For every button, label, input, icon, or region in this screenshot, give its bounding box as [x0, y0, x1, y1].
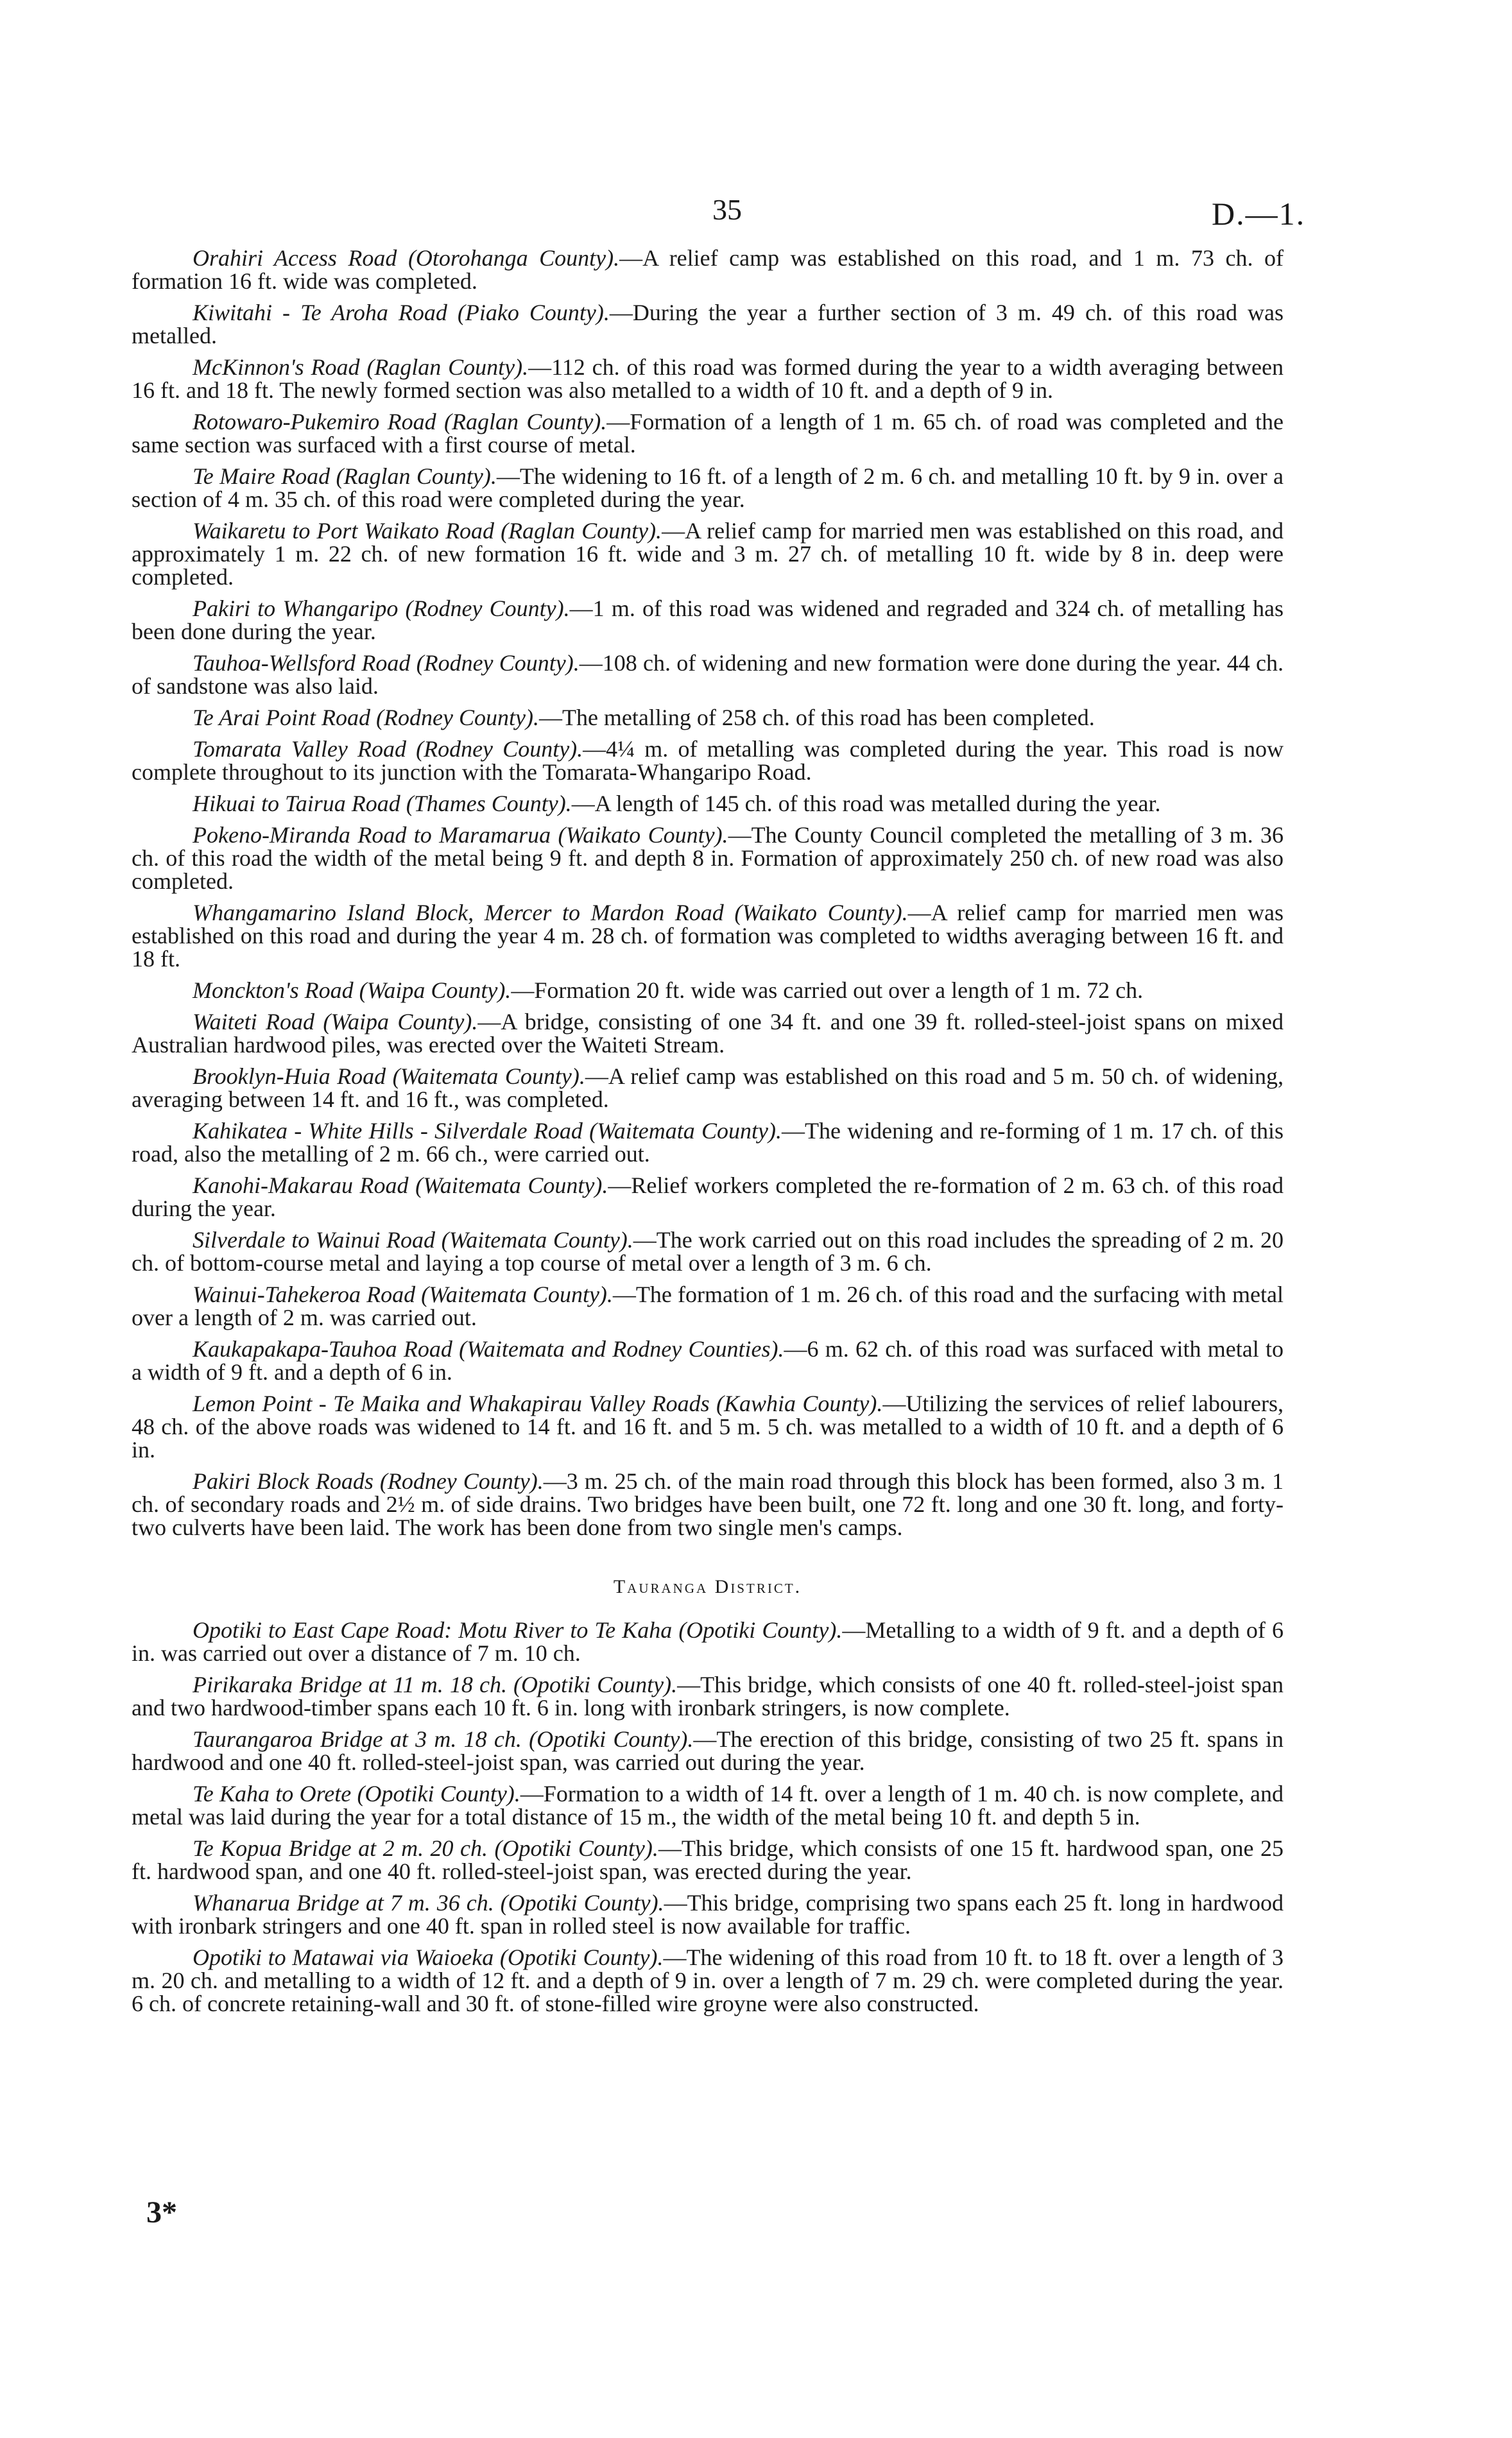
paragraph: [132, 979, 1284, 1002]
road-title: Waiteti Road (Waipa County).: [193, 1009, 478, 1034]
paragraph: [132, 1065, 1284, 1111]
page-header: [0, 193, 1512, 244]
paragraph-text: —1 m. of this road was widened and regraded and 324 ch. of metalling has been done during the year.: [132, 596, 1284, 644]
paragraph: [132, 246, 1284, 293]
road-title: Kahikatea - White Hills - Silverdale Road (Waitemata County).: [193, 1118, 782, 1144]
paragraph-text: —Formation 20 ft. wide was carried out over a length of 1 m. 72 ch.: [511, 977, 1144, 1003]
paragraph: [132, 1782, 1284, 1828]
road-title: Opotiki to East Cape Road: Motu River to Te Kaha (Opotiki County).: [193, 1617, 843, 1643]
road-title: Brooklyn-Huia Road (Waitemata County).: [193, 1063, 585, 1089]
paragraph-text: —Utilizing the services of relief labourers, 48 ch. of the above roads was widened to 14 ft. and 16 ft. and 5 m. 5 ch. was metalled to a width of 10 ft. and a depth of 6 in.: [132, 1391, 1284, 1463]
paragraph-text: —The widening to 16 ft. of a length of 2 m. 6 ch. and metalling 10 ft. by 9 in. over a section of 4 m. 35 ch. of this road were completed during the year.: [132, 463, 1284, 512]
paragraph: [132, 1946, 1284, 2015]
paragraph-text: —The widening of this road from 10 ft. to 18 ft. over a length of 3 m. 20 ch. and metalling to a width of 12 ft. and a depth of 9 in. over a length of 7 m. 29 ch. were completed during the year. 6 ch. of concrete retaining-wall and 30 ft. of stone-filled wire groyne were also constructed.: [132, 1944, 1284, 2016]
paragraph: [132, 1891, 1284, 1937]
paragraph-text: —This bridge, which consists of one 40 ft. rolled-steel-joist span and two hardwood-timber spans each 10 ft. 6 in. long with ironbark stringers, is now complete.: [132, 1672, 1284, 1721]
paragraph: [132, 651, 1284, 698]
paragraph-text: —This bridge, which consists of one 15 ft. hardwood span, one 25 ft. hardwood span, and one 40 ft. rolled-steel-joist span, was erected during the year.: [132, 1835, 1284, 1884]
paragraph-text: —A bridge, consisting of one 34 ft. and one 39 ft. rolled-steel-joist spans on mixed Australian hardwood piles, was erected over the Waiteti Stream.: [132, 1009, 1284, 1058]
road-title: Opotiki to Matawai via Waioeka (Opotiki County).: [193, 1944, 664, 1970]
road-title: Te Maire Road (Raglan County).: [193, 463, 497, 489]
paragraph: [132, 1837, 1284, 1883]
paragraph-text: —During the year a further section of 3 m. 49 ch. of this road was metalled.: [132, 300, 1284, 348]
section-heading: Tauranga District.: [613, 1576, 802, 1597]
page-number: 35: [712, 193, 742, 226]
road-title: Waikaretu to Port Waikato Road (Raglan County).: [193, 518, 662, 544]
page-body: [132, 246, 1284, 2023]
paragraph: [132, 356, 1284, 402]
paragraph-text: —Formation to a width of 14 ft. over a length of 1 m. 40 ch. is now complete, and metal was laid during the year for a total distance of 15 m., the width of the metal being 10 ft. and depth 5 in.: [132, 1781, 1284, 1830]
paragraph-text: —The metalling of 258 ch. of this road has been completed.: [538, 705, 1095, 730]
paragraph: [132, 410, 1284, 456]
paragraph-text: —The formation of 1 m. 26 ch. of this road and the surfacing with metal over a length of 2 m. was carried out.: [132, 1282, 1284, 1330]
paragraph: [132, 301, 1284, 347]
paragraph-text: —Relief workers completed the re-formation of 2 m. 63 ch. of this road during the year.: [132, 1172, 1284, 1221]
paragraph: [132, 1392, 1284, 1461]
road-title: Tomarata Valley Road (Rodney County).: [193, 736, 583, 762]
paragraph: [132, 1010, 1284, 1056]
paragraph: [132, 792, 1284, 815]
section: [132, 1576, 1284, 2015]
road-title: Te Kaha to Orete (Opotiki County).: [193, 1781, 520, 1807]
section: [132, 246, 1284, 1539]
paragraph-text: —The work carried out on this road includes the spreading of 2 m. 20 ch. of bottom-course metal and laying a top course of metal over a length of 3 m. 6 ch.: [132, 1227, 1284, 1276]
road-title: Kanohi-Makarau Road (Waitemata County).: [193, 1172, 608, 1198]
paragraph-text: —3 m. 25 ch. of the main road through this block has been formed, also 3 m. 1 ch. of secondary roads and 2½ m. of side drains. Two bridges have been built, one 72 ft. long and one 30 ft. long, and forty-two culverts have been laid. The work has been done from two single men's camps.: [132, 1468, 1284, 1540]
paragraph: [132, 597, 1284, 643]
road-title: Tauhoa-Wellsford Road (Rodney County).: [193, 650, 580, 676]
road-title: Te Arai Point Road (Rodney County).: [193, 705, 539, 730]
paragraph-text: —This bridge, comprising two spans each 25 ft. long in hardwood with ironbark stringers and one 40 ft. span in rolled steel is now available for traffic.: [132, 1890, 1284, 1939]
paragraph-text: —A relief camp was established on this road, and 1 m. 73 ch. of formation 16 ft. wide was completed.: [132, 245, 1284, 294]
road-title: Whangamarino Island Block, Mercer to Mardon Road (Waikato County).: [193, 900, 908, 925]
paragraph: [132, 1119, 1284, 1165]
paragraph-text: —The County Council completed the metalling of 3 m. 36 ch. of this road the width of the metal being 9 ft. and depth 8 in. Formation of approximately 250 ch. of new road was also completed.: [132, 822, 1284, 894]
road-title: Monckton's Road (Waipa County).: [193, 977, 511, 1003]
document-reference: D.—1.: [1212, 196, 1306, 232]
paragraph-text: —The widening and re-forming of 1 m. 17 ch. of this road, also the metalling of 2 m. 66 ch., were carried out.: [132, 1118, 1284, 1167]
paragraph: [132, 465, 1284, 511]
paragraph: [132, 1728, 1284, 1774]
paragraph: [132, 737, 1284, 784]
paragraph-text: —108 ch. of widening and new formation were done during the year. 44 ch. of sandstone was also laid.: [132, 650, 1284, 699]
road-title: Kiwitahi - Te Aroha Road (Piako County).: [193, 300, 610, 325]
paragraph: [132, 706, 1284, 729]
road-title: Pokeno-Miranda Road to Maramarua (Waikato County).: [193, 822, 728, 848]
road-title: Pakiri Block Roads (Rodney County).: [193, 1468, 544, 1494]
paragraph-text: —Formation of a length of 1 m. 65 ch. of road was completed and the same section was surfaced with a first course of metal.: [132, 409, 1284, 458]
road-title: Lemon Point - Te Maika and Whakapirau Valley Roads (Kawhia County).: [193, 1391, 883, 1416]
printer-signature-mark: 3*: [146, 2195, 177, 2229]
road-title: Pirikaraka Bridge at 11 m. 18 ch. (Opotiki County).: [193, 1672, 678, 1697]
paragraph-text: —6 m. 62 ch. of this road was surfaced with metal to a width of 9 ft. and a depth of 6 in.: [132, 1336, 1284, 1385]
paragraph-text: —The erection of this bridge, consisting of two 25 ft. spans in hardwood and one 40 ft. rolled-steel-joist span, was carried out during the year.: [132, 1726, 1284, 1775]
road-title: Orahiri Access Road (Otorohanga County).: [193, 245, 620, 271]
road-title: Wainui-Tahekeroa Road (Waitemata County).: [193, 1282, 613, 1307]
paragraph-text: —A relief camp for married men was established on this road, and approximately 1 m. 22 ch. of new formation 16 ft. wide and 3 m. 27 ch. of metalling 10 ft. wide by 8 in. deep were completed.: [132, 518, 1284, 590]
paragraph: [132, 901, 1284, 970]
road-title: Silverdale to Wainui Road (Waitemata County).: [193, 1227, 633, 1253]
paragraph: [132, 1283, 1284, 1329]
paragraph-text: —A length of 145 ch. of this road was metalled during the year.: [571, 791, 1161, 816]
paragraph: [132, 823, 1284, 893]
road-title: Te Kopua Bridge at 2 m. 20 ch. (Opotiki County).: [193, 1835, 658, 1861]
paragraph: [132, 1174, 1284, 1220]
paragraph: [132, 1673, 1284, 1719]
road-title: Whanarua Bridge at 7 m. 36 ch. (Opotiki County).: [193, 1890, 664, 1916]
paragraph-text: —4¼ m. of metalling was completed during the year. This road is now complete throughout to its junction with the Tomarata-Whangaripo Road.: [132, 736, 1284, 785]
paragraph-text: —Metalling to a width of 9 ft. and a depth of 6 in. was carried out over a distance of 7 m. 10 ch.: [132, 1617, 1284, 1666]
road-title: Pakiri to Whangaripo (Rodney County).: [193, 596, 570, 621]
road-title: Kaukapakapa-Tauhoa Road (Waitemata and Rodney Counties).: [193, 1336, 784, 1362]
road-title: Rotowaro-Pukemiro Road (Raglan County).: [193, 409, 607, 434]
road-title: Hikuai to Tairua Road (Thames County).: [193, 791, 572, 816]
paragraph: [132, 1470, 1284, 1539]
road-title: Taurangaroa Bridge at 3 m. 18 ch. (Opotiki County).: [193, 1726, 694, 1752]
paragraph: [132, 519, 1284, 588]
paragraph-text: —A relief camp for married men was established on this road and during the year 4 m. 28 ch. of formation was completed to widths averaging between 16 ft. and 18 ft.: [132, 900, 1284, 972]
paragraph: [132, 1337, 1284, 1384]
paragraph: [132, 1618, 1284, 1665]
paragraph: [132, 1228, 1284, 1275]
paragraph-text: —112 ch. of this road was formed during the year to a width averaging between 16 ft. and 18 ft. The newly formed section was also metalled to a width of 10 ft. and a depth of 9 in.: [132, 354, 1284, 403]
road-title: McKinnon's Road (Raglan County).: [193, 354, 529, 380]
paragraph-text: —A relief camp was established on this road and 5 m. 50 ch. of widening, averaging between 14 ft. and 16 ft., was completed.: [132, 1063, 1284, 1112]
